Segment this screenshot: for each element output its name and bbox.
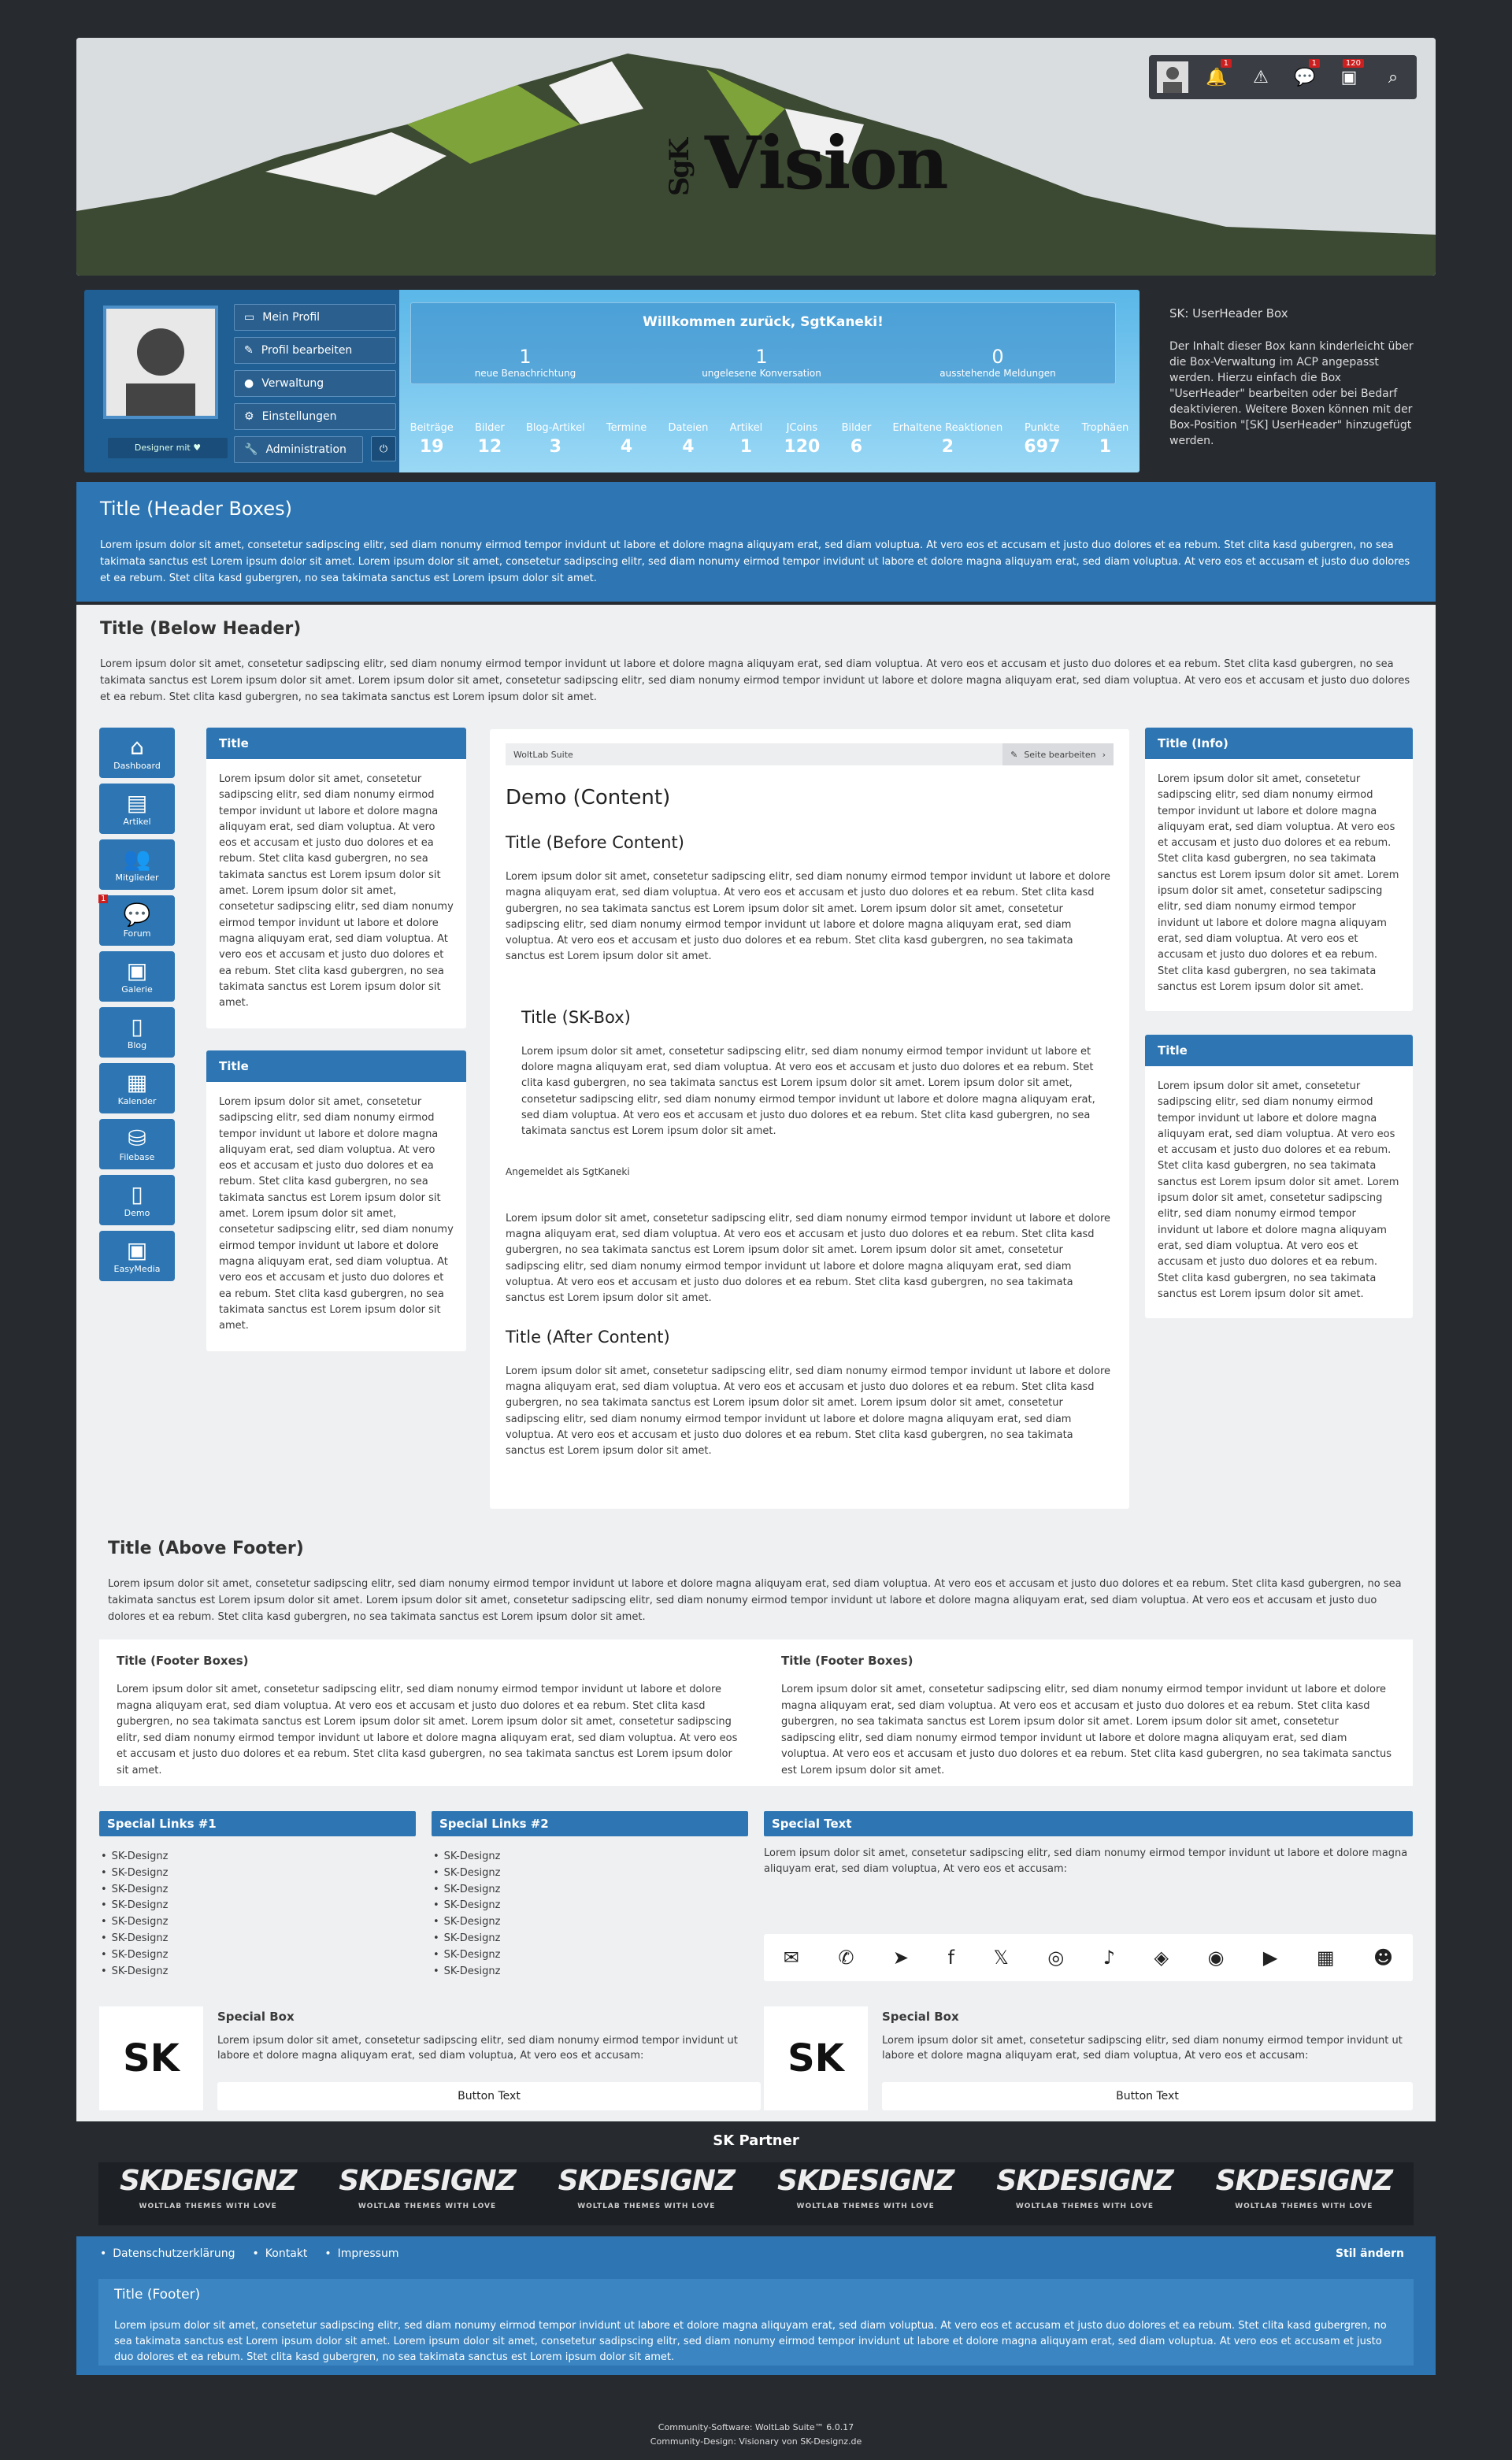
nav-blog[interactable]: ▯ Blog: [99, 1007, 175, 1058]
stat-item[interactable]: Erhaltene Reaktionen 2: [892, 422, 1003, 457]
right-box-text: Lorem ipsum dolor sit amet, consetetur sadipscing elitr, sed diam nonumy eirmod tempor invidunt ut labore et dolore magna aliquyam erat, sed diam voluptua. At vero eos et accusam et justo duo dolores et ea rebum. Stet clita kasd gubergren, no sea takimata sanctus est Lorem ipsum dolor sit amet. Lorem ipsum dolor sit amet, consetetur sadipscing elitr, sed diam nonumy eirmod tempor invidunt ut labore et dolore magna aliquyam erat, sed diam voluptua. At vero eos et accusam et justo duo dolores et ea rebum. Stet clita kasd gubergren, no sea takimata sanctus est Lorem ipsum dolor sit amet.: [1158, 1080, 1399, 1300]
bell-icon[interactable]: 🔔 1: [1195, 57, 1238, 97]
menu-administration[interactable]: 🔧 Administration: [234, 436, 363, 463]
page-title: Demo (Content): [506, 786, 671, 810]
side-navigation: [99, 728, 175, 1287]
copyright: [0, 2421, 1512, 2449]
footer-links: [100, 2247, 398, 2260]
footer-title: Title (Footer): [114, 2287, 201, 2303]
stat-item[interactable]: Termine 4: [606, 422, 647, 457]
header-boxes-text: Lorem ipsum dolor sit amet, consetetur sadipscing elitr, sed diam nonumy eirmod tempor invidunt ut labore et dolore magna aliquyam erat, sed diam voluptua. At vero eos et accusam et justo duo dolores et ea rebum. Stet clita kasd gubergren, no sea takimata sanctus est Lorem ipsum dolor sit amet. Lorem ipsum dolor sit amet, consetetur sadipscing elitr, sed diam nonumy eirmod tempor invidunt ut labore et dolore magna aliquyam erat, sed diam voluptua. At vero eos et accusam et justo duo dolores et ea rebum. Stet clita kasd gubergren, no sea takimata sanctus est Lorem ipsum dolor sit amet.: [100, 539, 1410, 584]
breadcrumb-link[interactable]: WoltLab Suite: [513, 749, 573, 760]
menu-settings[interactable]: ⚙ Einstellungen: [234, 403, 396, 430]
header-banner: [76, 38, 1436, 276]
list-item[interactable]: • SK-Designz: [101, 1898, 416, 1914]
warning-icon[interactable]: ⚠: [1253, 67, 1269, 87]
list-item[interactable]: • SK-Designz: [101, 1964, 416, 1980]
summary-reports[interactable]: 0 ausstehende Meldungen: [939, 346, 1056, 379]
copyright-design[interactable]: Community-Design: Visionary von SK-Designz.de: [650, 2436, 862, 2447]
footer-box-text: Lorem ipsum dolor sit amet, consetetur sadipscing elitr, sed diam nonumy eirmod tempor invidunt ut labore et dolore magna aliquyam erat, sed diam voluptua. At vero eos et accusam et justo duo dolores et ea rebum. Stet clita kasd gubergren, no sea takimata sanctus est Lorem ipsum dolor sit amet. Lorem ipsum dolor sit amet, consetetur sadipscing elitr, sed diam nonumy eirmod tempor invidunt ut labore et dolore magna aliquyam erat, sed diam voluptua. At vero eos et accusam et justo duo dolores et ea rebum. Stet clita kasd gubergren, no sea takimata sanctus est Lorem ipsum dolor sit amet.: [781, 1684, 1392, 1776]
logout-icon[interactable]: ⏻: [371, 436, 396, 461]
partner-logo[interactable]: SKDESIGNZ WOLTLAB THEMES WITH LOVE: [119, 2165, 297, 2210]
special-links-list: [99, 1849, 416, 1980]
list-item[interactable]: • SK-Designz: [101, 1914, 416, 1931]
stat-item[interactable]: Dateien 4: [668, 422, 709, 457]
stat-item[interactable]: JCoins 120: [784, 422, 821, 457]
nav-easymedia[interactable]: ▣ EasyMedia: [99, 1231, 175, 1281]
edit-page-button[interactable]: ✎ Seite bearbeiten ›: [1002, 743, 1114, 765]
content-area: [490, 729, 1129, 1509]
nav-filebase[interactable]: ⛁ Filebase: [99, 1119, 175, 1169]
summary-notifications[interactable]: 1 neue Benachrichtung: [474, 346, 576, 379]
welcome-panel: [399, 290, 1140, 472]
special-text-title: Special Text: [764, 1811, 1413, 1836]
forum-badge: 1: [98, 895, 108, 903]
partner-logo[interactable]: SKDESIGNZ WOLTLAB THEMES WITH LOVE: [558, 2165, 736, 2210]
search-icon[interactable]: ⌕: [1388, 67, 1399, 87]
footer: [76, 2236, 1436, 2375]
list-item[interactable]: • SK-Designz: [433, 1849, 748, 1865]
above-footer-text: Lorem ipsum dolor sit amet, consetetur sadipscing elitr, sed diam nonumy eirmod tempor invidunt ut labore et dolore magna aliquyam erat, sed diam voluptua. At vero eos et accusam et justo duo dolores et ea rebum. Stet clita kasd gubergren, no sea takimata sanctus est Lorem ipsum dolor sit amet. Lorem ipsum dolor sit amet, consetetur sadipscing elitr, sed diam nonumy eirmod tempor invidunt ut labore et dolore magna aliquyam erat, sed diam voluptua. At vero eos et accusam et justo duo dolores et ea rebum. Stet clita kasd gubergren, no sea takimata sanctus est Lorem ipsum dolor sit amet.: [108, 1578, 1402, 1623]
special-links-2: [432, 1811, 748, 2017]
logged-in-text: Angemeldet als SgtKaneki: [506, 1165, 630, 1177]
footer-link-privacy[interactable]: • Datenschutzerklärung: [100, 2247, 235, 2260]
article-icon: ▤: [126, 790, 148, 816]
designer-label: Designer mit ♥: [108, 438, 228, 458]
footer-box: [99, 1639, 764, 1786]
header-boxes-title: Title (Header Boxes): [100, 498, 292, 520]
list-item[interactable]: • SK-Designz: [433, 1865, 748, 1882]
change-style-link[interactable]: Stil ändern: [1335, 2247, 1404, 2260]
user-icon: ●: [244, 377, 254, 390]
wrench-icon: 🔧: [244, 443, 258, 456]
stat-item[interactable]: Trophäen 1: [1081, 422, 1129, 457]
left-box-text: Lorem ipsum dolor sit amet, consetetur sadipscing elitr, sed diam nonumy eirmod tempor invidunt ut labore et dolore magna aliquyam erat, sed diam voluptua. At vero eos et accusam et justo duo dolores et ea rebum. Stet clita kasd gubergren, no sea takimata sanctus est Lorem ipsum dolor sit amet. Lorem ipsum dolor sit amet, consetetur sadipscing elitr, sed diam nonumy eirmod tempor invidunt ut labore et dolore magna aliquyam erat, sed diam voluptua. At vero eos et accusam et justo duo dolores et ea rebum. Stet clita kasd gubergren, no sea takimata sanctus est Lorem ipsum dolor sit amet.: [219, 1096, 454, 1332]
card-icon: ▭: [244, 311, 255, 324]
special-links-1: [99, 1811, 416, 2017]
partner-title: SK Partner: [713, 2132, 799, 2149]
sk-box: [506, 986, 1114, 1140]
chevron-right-icon: ›: [1102, 749, 1106, 760]
nav-demo[interactable]: ▯ Demo: [99, 1175, 175, 1225]
sk-logo-image: SK: [764, 2006, 868, 2110]
right-box: [1145, 1035, 1413, 1318]
partner-logo[interactable]: SKDESIGNZ WOLTLAB THEMES WITH LOVE: [776, 2165, 954, 2210]
list-item[interactable]: • SK-Designz: [433, 1914, 748, 1931]
footer-link-contact[interactable]: • Kontakt: [253, 2247, 308, 2260]
special-links-list: [432, 1849, 748, 1980]
nav-kalender[interactable]: ▦ Kalender: [99, 1063, 175, 1113]
footer-box-title: Title (Footer Boxes): [117, 1654, 249, 1668]
menu-management[interactable]: ● Verwaltung: [234, 370, 396, 397]
tiktok-icon[interactable]: ♪: [1102, 1947, 1116, 1969]
below-header-text: Lorem ipsum dolor sit amet, consetetur sadipscing elitr, sed diam nonumy eirmod tempor invidunt ut labore et dolore magna aliquyam erat, sed diam voluptua. At vero eos et accusam et justo duo dolores et ea rebum. Stet clita kasd gubergren, no sea takimata sanctus est Lorem ipsum dolor sit amet. Lorem ipsum dolor sit amet, consetetur sadipscing elitr, sed diam nonumy eirmod tempor invidunt ut labore et dolore magna aliquyam erat, sed diam voluptua. At vero eos et accusam et justo duo dolores et ea rebum. Stet clita kasd gubergren, no sea takimata sanctus est Lorem ipsum dolor sit amet.: [100, 658, 1410, 703]
partner-logos: [98, 2162, 1414, 2225]
header-boxes: [76, 482, 1436, 602]
home-icon: ⌂: [130, 734, 144, 760]
sk-box-text: Lorem ipsum dolor sit amet, consetetur sadipscing elitr, sed diam nonumy eirmod tempor invidunt ut labore et dolore magna aliquyam erat, sed diam voluptua. At vero eos et accusam et justo duo dolores et ea rebum. Stet clita kasd gubergren, no sea takimata sanctus est Lorem ipsum dolor sit amet. Lorem ipsum dolor sit amet, consetetur sadipscing elitr, sed diam nonumy eirmod tempor invidunt ut labore et dolore magna aliquyam erat, sed diam voluptua. At vero eos et accusam et justo duo dolores et ea rebum. Stet clita kasd gubergren, no sea takimata sanctus est Lorem ipsum dolor sit amet.: [521, 1045, 1095, 1138]
summary-conversations[interactable]: 1 ungelesene Konversation: [702, 346, 821, 379]
user-stats: [399, 422, 1140, 457]
teamspeak-icon[interactable]: ◉: [1207, 1947, 1225, 1969]
left-box-title: Title: [206, 1050, 466, 1082]
left-box: [206, 1050, 466, 1351]
x-icon[interactable]: 𝕏: [993, 1947, 1009, 1969]
comments-icon: 💬: [123, 902, 151, 928]
sk-logo-image: SK: [99, 2006, 203, 2110]
footer-link-imprint[interactable]: • Impressum: [324, 2247, 398, 2260]
list-item[interactable]: • SK-Designz: [433, 1882, 748, 1899]
conversation-icon[interactable]: 💬 1: [1284, 57, 1326, 97]
above-footer: [76, 1525, 1436, 1635]
before-content-title: Title (Before Content): [506, 833, 684, 852]
special-box-text: Lorem ipsum dolor sit amet, consetetur sadipscing elitr, sed diam nonumy eirmod tempor invidunt ut labore et dolore magna aliquyam erat, sed diam voluptua, At vero eos et accusam:: [217, 2035, 738, 2062]
footer-box-title: Title (Footer Boxes): [781, 1654, 914, 1668]
facebook-icon[interactable]: f: [947, 1947, 954, 1969]
below-header: [76, 605, 1436, 721]
left-box-title: Title: [206, 728, 466, 759]
left-box-text: Lorem ipsum dolor sit amet, consetetur sadipscing elitr, sed diam nonumy eirmod tempor invidunt ut labore et dolore magna aliquyam erat, sed diam voluptua. At vero eos et accusam et justo duo dolores et ea rebum. Stet clita kasd gubergren, no sea takimata sanctus est Lorem ipsum dolor sit amet. Lorem ipsum dolor sit amet, consetetur sadipscing elitr, sed diam nonumy eirmod tempor invidunt ut labore et dolore magna aliquyam erat, sed diam voluptua. At vero eos et accusam et justo duo dolores et ea rebum. Stet clita kasd gubergren, no sea takimata sanctus est Lorem ipsum dolor sit amet.: [219, 773, 454, 1010]
footer-box: [98, 2279, 1414, 2366]
coins-icon[interactable]: ▣ 120: [1328, 57, 1370, 97]
after-content-text: Lorem ipsum dolor sit amet, consetetur sadipscing elitr, sed diam nonumy eirmod tempor invidunt ut labore et dolore magna aliquyam erat, sed diam voluptua. At vero eos et accusam et justo duo dolores et ea rebum. Stet clita kasd gubergren, no sea takimata sanctus est Lorem ipsum dolor sit amet. Lorem ipsum dolor sit amet, consetetur sadipscing elitr, sed diam nonumy eirmod tempor invidunt ut labore et dolore magna aliquyam erat, sed diam voluptua. At vero eos et accusam et justo duo dolores et ea rebum. Stet clita kasd gubergren, no sea takimata sanctus est Lorem ipsum dolor sit amet.: [506, 1365, 1111, 1458]
mobile-icon: ▯: [131, 1013, 143, 1039]
email-icon[interactable]: ✉: [783, 1947, 799, 1969]
left-box: [206, 728, 466, 1028]
file-icon: ▯: [131, 1181, 143, 1207]
image-icon: ▣: [126, 958, 148, 984]
nav-mitglieder[interactable]: 👥 Mitglieder: [99, 839, 175, 890]
reddit-icon[interactable]: ☻: [1373, 1947, 1394, 1969]
breadcrumb: [506, 743, 1114, 765]
welcome-box: [410, 302, 1116, 384]
instagram-icon[interactable]: ◎: [1047, 1947, 1065, 1969]
sk-box-title: Title (SK-Box): [521, 1007, 631, 1027]
list-item[interactable]: • SK-Designz: [433, 1931, 748, 1947]
users-icon: 👥: [123, 846, 151, 872]
conversation-badge: 1: [1309, 59, 1320, 68]
right-box-text: Lorem ipsum dolor sit amet, consetetur sadipscing elitr, sed diam nonumy eirmod tempor invidunt ut labore et dolore magna aliquyam erat, sed diam voluptua. At vero eos et accusam et justo duo dolores et ea rebum. Stet clita kasd gubergren, no sea takimata sanctus est Lorem ipsum dolor sit amet. Lorem ipsum dolor sit amet, consetetur sadipscing elitr, sed diam nonumy eirmod tempor invidunt ut labore et dolore magna aliquyam erat, sed diam voluptua. At vero eos et accusam et justo duo dolores et ea rebum. Stet clita kasd gubergren, no sea takimata sanctus est Lorem ipsum dolor sit amet.: [1158, 773, 1399, 993]
list-item[interactable]: • SK-Designz: [101, 1947, 416, 1964]
list-item[interactable]: • SK-Designz: [433, 1947, 748, 1964]
user-header: [76, 290, 1436, 472]
social-links: [764, 1934, 1413, 1981]
calendar-icon: ▦: [126, 1069, 148, 1095]
whatsapp-icon[interactable]: ✆: [838, 1947, 854, 1969]
below-header-title: Title (Below Header): [100, 619, 302, 639]
special-text: [764, 1811, 1413, 2017]
menu-edit-profile[interactable]: ✎ Profil bearbeiten: [234, 337, 396, 364]
nav-galerie[interactable]: ▣ Galerie: [99, 951, 175, 1002]
special-box-title: Special Box: [882, 2010, 959, 2024]
userheader-side-box: [1151, 290, 1436, 472]
user-header-panel: [84, 290, 1140, 472]
stat-item[interactable]: Artikel 1: [729, 422, 763, 457]
footer-box-text: Lorem ipsum dolor sit amet, consetetur sadipscing elitr, sed diam nonumy eirmod tempor invidunt ut labore et dolore magna aliquyam erat, sed diam voluptua. At vero eos et accusam et justo duo dolores et ea rebum. Stet clita kasd gubergren, no sea takimata sanctus est Lorem ipsum dolor sit amet. Lorem ipsum dolor sit amet, consetetur sadipscing elitr, sed diam nonumy eirmod tempor invidunt ut labore et dolore magna aliquyam erat, sed diam voluptua. At vero eos et accusam et justo duo dolores et ea rebum. Stet clita kasd gubergren, no sea takimata sanctus est Lorem ipsum dolor sit amet.: [117, 1684, 738, 1776]
media-icon: ▣: [126, 1237, 148, 1263]
list-item[interactable]: • SK-Designz: [101, 1931, 416, 1947]
stat-item[interactable]: Beiträge 19: [410, 422, 454, 457]
special-box-button[interactable]: Button Text: [882, 2082, 1413, 2110]
discord-icon[interactable]: ◈: [1154, 1947, 1169, 1969]
telegram-icon[interactable]: ➤: [892, 1947, 910, 1969]
twitch-icon[interactable]: ▦: [1316, 1947, 1335, 1969]
content-text: Lorem ipsum dolor sit amet, consetetur sadipscing elitr, sed diam nonumy eirmod tempor invidunt ut labore et dolore magna aliquyam erat, sed diam voluptua. At vero eos et accusam et justo duo dolores et ea rebum. Stet clita kasd gubergren, no sea takimata sanctus est Lorem ipsum dolor sit amet. Lorem ipsum dolor sit amet, consetetur sadipscing elitr, sed diam nonumy eirmod tempor invidunt ut labore et dolore magna aliquyam erat, sed diam voluptua. At vero eos et accusam et justo duo dolores et ea rebum. Stet clita kasd gubergren, no sea takimata sanctus est Lorem ipsum dolor sit amet.: [506, 1212, 1111, 1305]
side-box-text: Der Inhalt dieser Box kann kinderleicht über die Box-Verwaltung im ACP angepasst werden. Hierzu einfach die Box "UserHeader" bearbeiten oder bei Bedarf deaktivieren. Weitere Boxen können mit der Box-Position "[SK] UserHeader" hinzugefügt werden.: [1169, 340, 1414, 447]
pencil-icon: ✎: [244, 344, 254, 357]
right-box-title: Title (Info): [1145, 728, 1413, 759]
nav-forum[interactable]: 1 💬 Forum: [99, 895, 175, 946]
menu-my-profile[interactable]: ▭ Mein Profil: [234, 304, 396, 331]
side-box-title: SK: UserHeader Box: [1169, 306, 1288, 320]
footer-text: Lorem ipsum dolor sit amet, consetetur sadipscing elitr, sed diam nonumy eirmod tempor invidunt ut labore et dolore magna aliquyam erat, sed diam voluptua. At vero eos et accusam et justo duo dolores et ea rebum. Stet clita kasd gubergren, no sea takimata sanctus est Lorem ipsum dolor sit amet. Lorem ipsum dolor sit amet, consetetur sadipscing elitr, sed diam nonumy eirmod tempor invidunt ut labore et dolore magna aliquyam erat, sed diam voluptua. At vero eos et accusam et justo duo dolores et ea rebum. Stet clita kasd gubergren, no sea takimata sanctus est Lorem ipsum dolor sit amet.: [114, 2320, 1387, 2363]
database-icon: ⛁: [128, 1125, 146, 1151]
list-item[interactable]: • SK-Designz: [101, 1849, 416, 1865]
special-box: [764, 2006, 1413, 2110]
partner-logo[interactable]: SKDESIGNZ WOLTLAB THEMES WITH LOVE: [339, 2165, 516, 2210]
user-panel: [1149, 55, 1417, 99]
special-box-button[interactable]: Button Text: [217, 2082, 761, 2110]
special-box-text: Lorem ipsum dolor sit amet, consetetur sadipscing elitr, sed diam nonumy eirmod tempor invidunt ut labore et dolore magna aliquyam erat, sed diam voluptua, At vero eos et accusam:: [882, 2035, 1403, 2062]
nav-dashboard[interactable]: ⌂ Dashboard: [99, 728, 175, 778]
gears-icon: ⚙: [244, 410, 254, 423]
above-footer-title: Title (Above Footer): [108, 1539, 304, 1558]
site-logo[interactable]: SgK Vision: [663, 120, 947, 206]
partner-logo[interactable]: SKDESIGNZ WOLTLAB THEMES WITH LOVE: [1215, 2165, 1392, 2210]
nav-artikel[interactable]: ▤ Artikel: [99, 784, 175, 834]
stat-item[interactable]: Blog-Artikel 3: [525, 422, 585, 457]
list-item[interactable]: • SK-Designz: [433, 1964, 748, 1980]
youtube-icon[interactable]: ▶: [1262, 1947, 1278, 1969]
copyright-software[interactable]: Community-Software: WoltLab Suite™ 6.0.17: [658, 2422, 854, 2432]
partner-section: [76, 2121, 1436, 2236]
welcome-text: Willkommen zurück, SgtKaneki!: [643, 314, 884, 330]
stat-item[interactable]: Bilder 6: [841, 422, 872, 457]
stat-item[interactable]: Bilder 12: [474, 422, 505, 457]
partner-logo[interactable]: SKDESIGNZ WOLTLAB THEMES WITH LOVE: [996, 2165, 1173, 2210]
right-box: [1145, 728, 1413, 1011]
before-content-text: Lorem ipsum dolor sit amet, consetetur sadipscing elitr, sed diam nonumy eirmod tempor invidunt ut labore et dolore magna aliquyam erat, sed diam voluptua. At vero eos et accusam et justo duo dolores et ea rebum. Stet clita kasd gubergren, no sea takimata sanctus est Lorem ipsum dolor sit amet. Lorem ipsum dolor sit amet, consetetur sadipscing elitr, sed diam nonumy eirmod tempor invidunt ut labore et dolore magna aliquyam erat, sed diam voluptua. At vero eos et accusam et justo duo dolores et ea rebum. Stet clita kasd gubergren, no sea takimata sanctus est Lorem ipsum dolor sit amet.: [506, 871, 1111, 963]
coins-badge: 120: [1343, 59, 1364, 68]
special-box: [99, 2006, 761, 2110]
stat-item[interactable]: Punkte 697: [1024, 422, 1061, 457]
list-item[interactable]: • SK-Designz: [433, 1898, 748, 1914]
list-item[interactable]: • SK-Designz: [101, 1865, 416, 1882]
special-text-body: Lorem ipsum dolor sit amet, consetetur sadipscing elitr, sed diam nonumy eirmod tempor invidunt ut labore et dolore magna aliquyam erat, sed diam voluptua, At vero eos et accusam:: [764, 1847, 1408, 1875]
special-box-title: Special Box: [217, 2010, 295, 2024]
special-links-title: Special Links #1: [99, 1811, 416, 1836]
right-box-title: Title: [1145, 1035, 1413, 1066]
list-item[interactable]: • SK-Designz: [101, 1882, 416, 1899]
profile-avatar[interactable]: [103, 306, 218, 419]
notification-badge: 1: [1221, 59, 1232, 68]
after-content-title: Title (After Content): [506, 1327, 670, 1347]
special-links-title: Special Links #2: [432, 1811, 748, 1836]
footer-box: [764, 1639, 1413, 1786]
pencil-icon: ✎: [1010, 749, 1018, 760]
avatar-icon[interactable]: [1151, 57, 1194, 97]
